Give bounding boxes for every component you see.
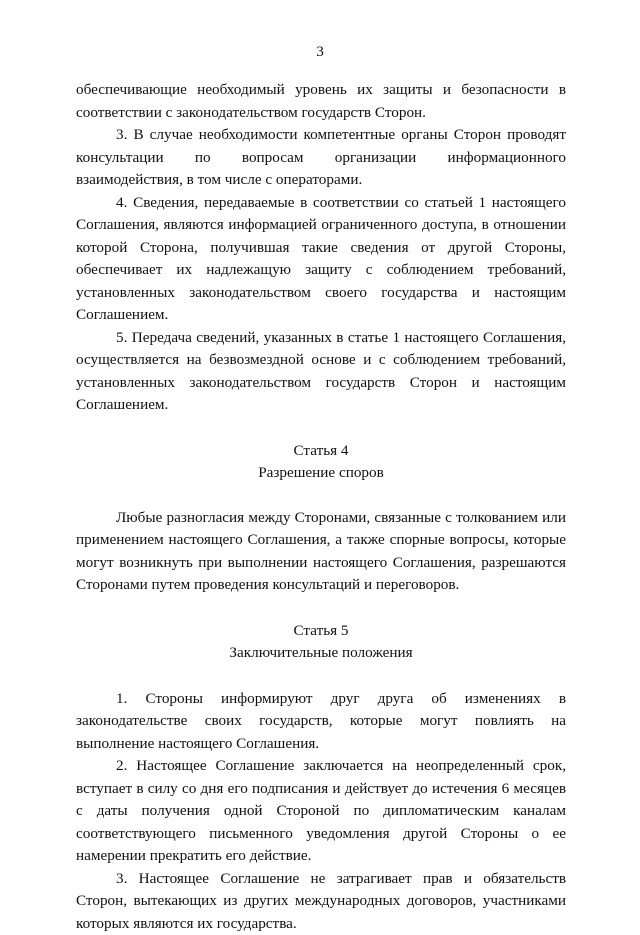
spacer: [76, 597, 566, 620]
paragraph-continuation: обеспечивающие необходимый уровень их защиты и безопасности в соответствии с законодательством государств Сторон.: [76, 79, 566, 124]
article-5-item-2: 2. Настоящее Соглашение заключается на неопределенный срок, вступает в силу со дня его подписания и действует до истечения 6 месяцев с даты получения одной Стороной по дипломатическим каналам соответствующего письменного уведомления другой Стороны о ее намерении прекратить его действие.: [76, 755, 566, 868]
spacer: [76, 417, 566, 440]
document-body: [76, 79, 566, 935]
spacer: [76, 665, 566, 688]
article-4-text: Любые разногласия между Сторонами, связанные с толкованием или применением настоящего Соглашения, а также спорные вопросы, которые могут возникнуть при выполнении настоящего Соглашения, разрешаются Сторонами путем проведения консультаций и переговоров.: [76, 507, 566, 597]
paragraph-3: 3. В случае необходимости компетентные органы Сторон проводят консультации по вопросам организации информационного взаимодействия, в том числе с операторами.: [76, 124, 566, 192]
page-number: 3: [0, 41, 640, 64]
article-4-number: Статья 4: [76, 440, 566, 463]
paragraph-5: 5. Передача сведений, указанных в статье 1 настоящего Соглашения, осуществляется на безвозмездной основе и с соблюдением требований, установленных законодательством государств Сторон и настоящим Соглашением.: [76, 327, 566, 417]
article-5-number: Статья 5: [76, 620, 566, 643]
article-5-title: Заключительные положения: [76, 642, 566, 665]
article-5-item-1: 1. Стороны информируют друг друга об изменениях в законодательстве своих государств, которые могут повлиять на выполнение настоящего Соглашения.: [76, 688, 566, 756]
article-4-title: Разрешение споров: [76, 462, 566, 485]
paragraph-4: 4. Сведения, передаваемые в соответствии со статьей 1 настоящего Соглашения, являются информацией ограниченного доступа, в отношении которой Сторона, получившая такие сведения от другой Стороны, обеспечивает их надлежащую защиту с соблюдением требований, установленных законодательством своего государства и настоящим Соглашением.: [76, 192, 566, 327]
spacer: [76, 485, 566, 507]
article-5-item-3: 3. Настоящее Соглашение не затрагивает прав и обязательств Сторон, вытекающих из других международных договоров, участниками которых являются их государства.: [76, 868, 566, 935]
